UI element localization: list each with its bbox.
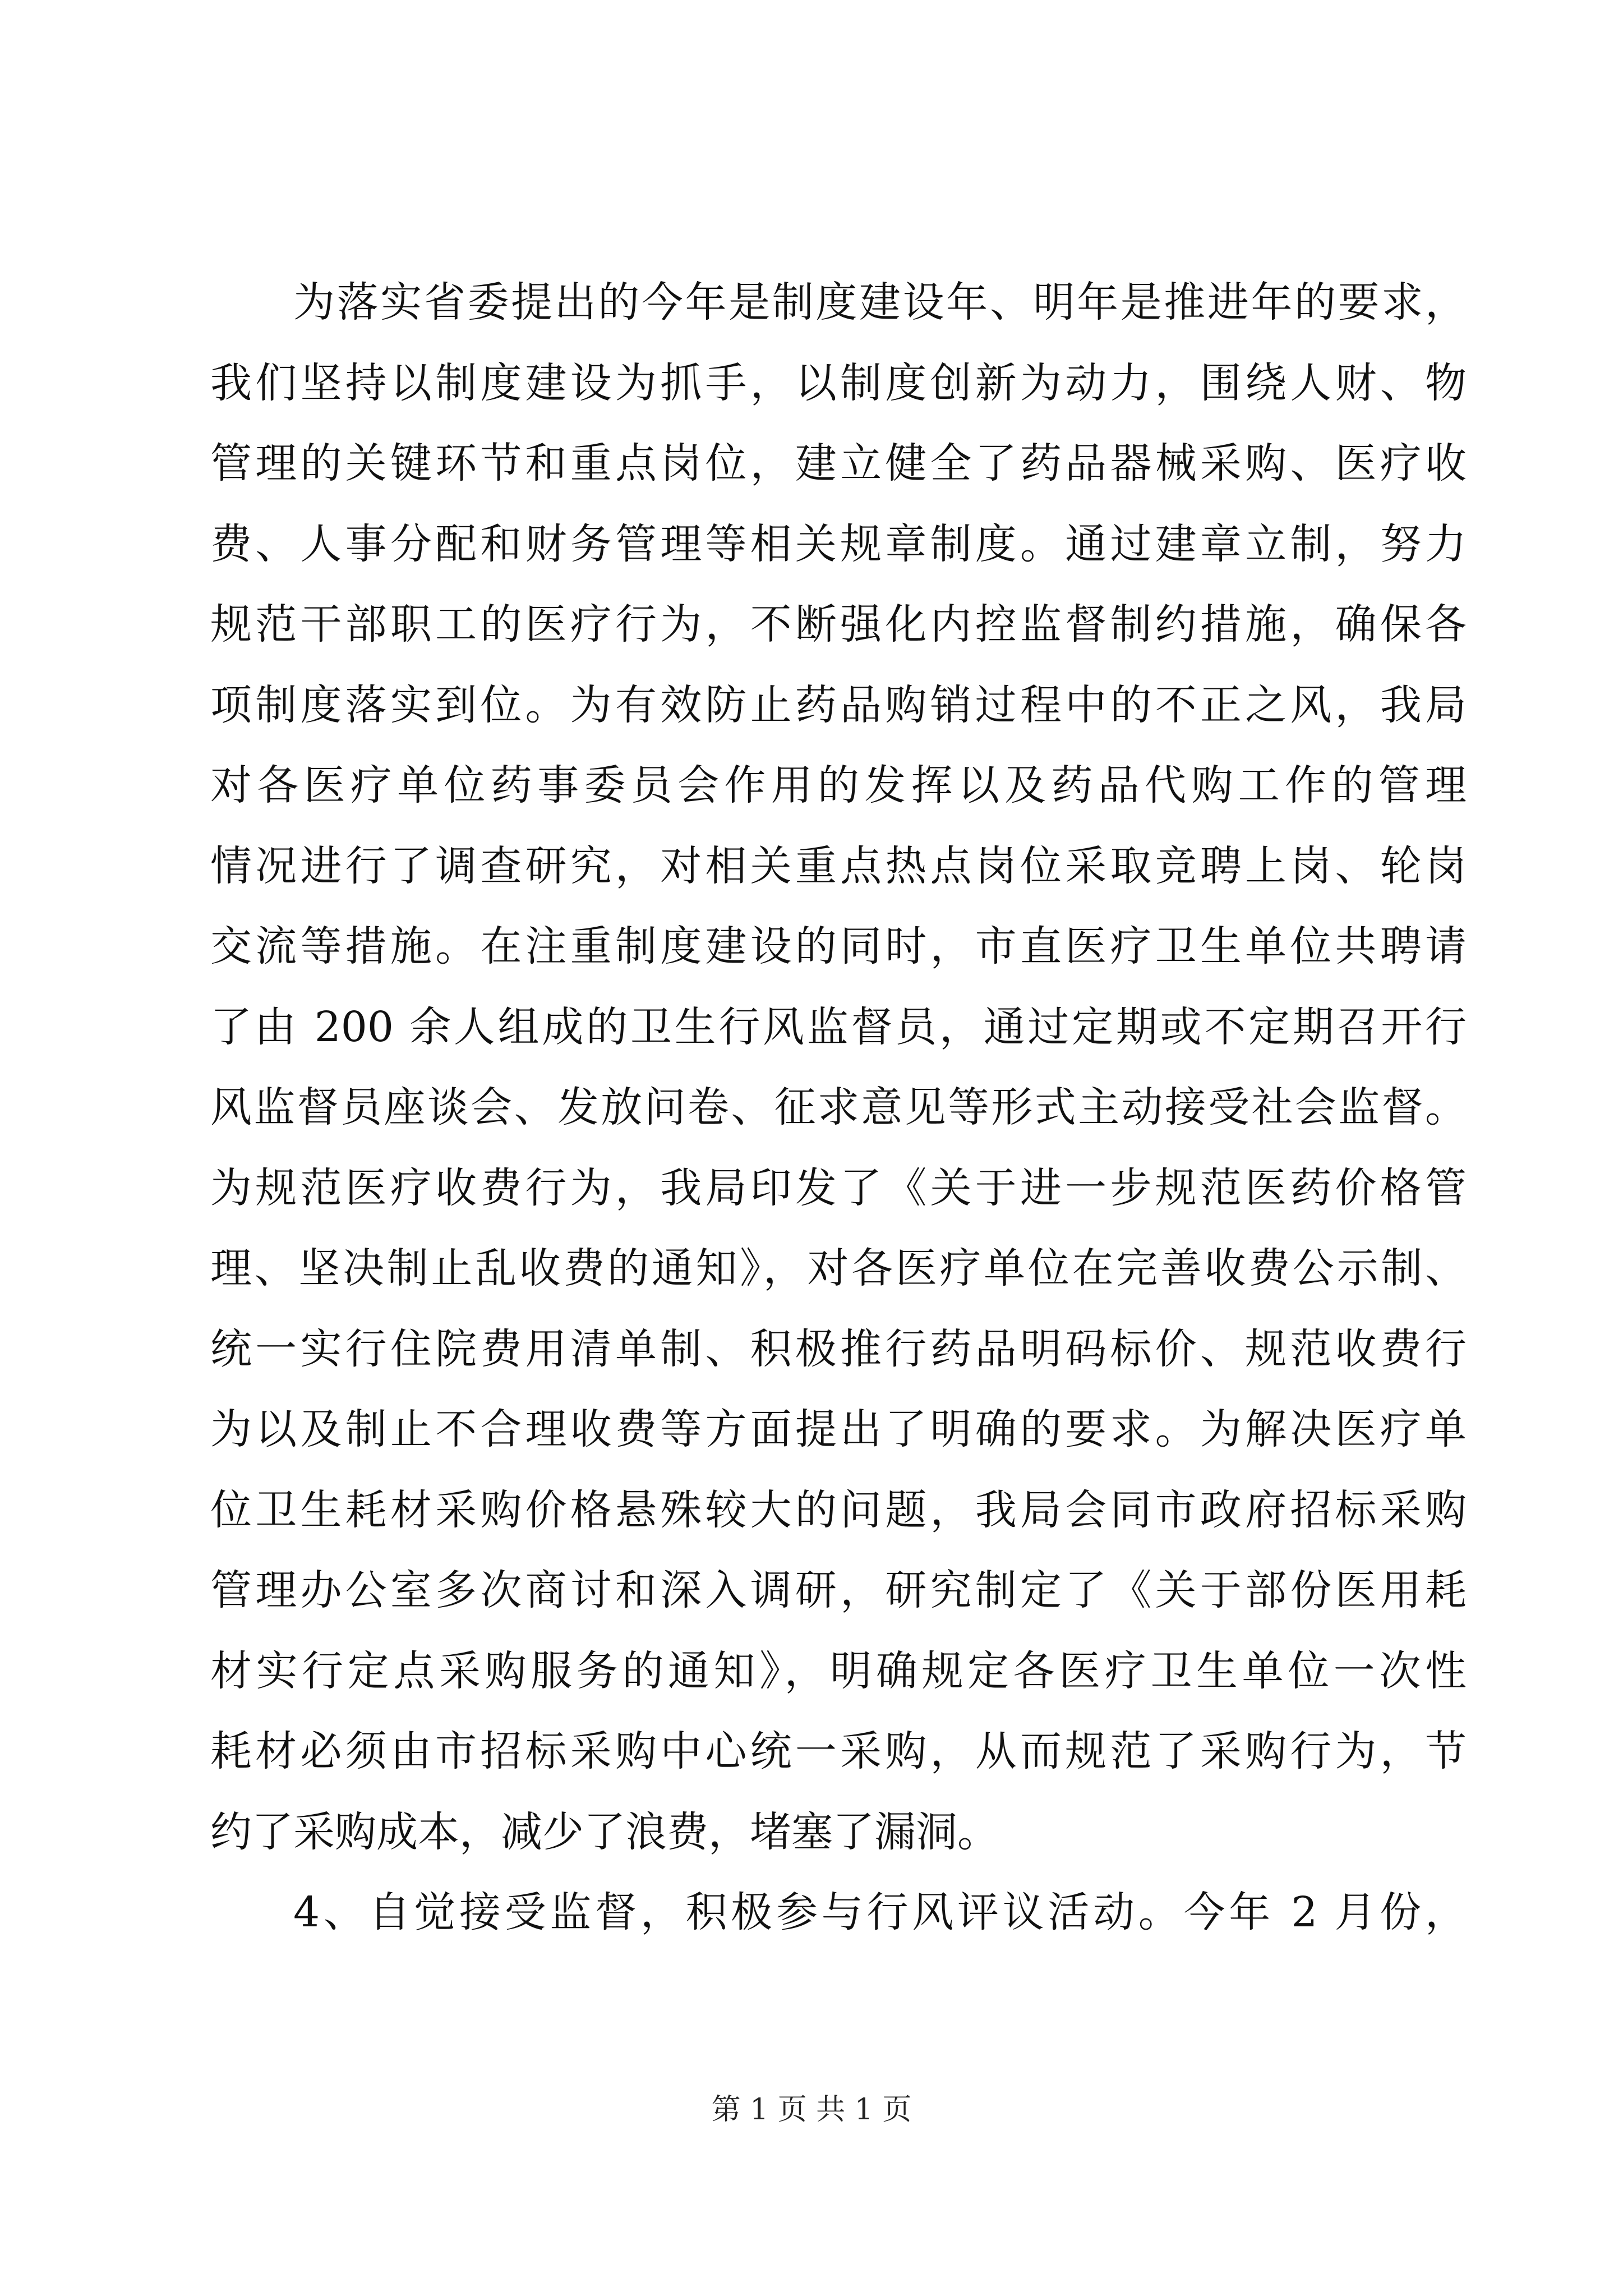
text-line: 理、坚决制止乱收费的通知》，对各医疗单位在完善收费公示制、 [210, 1244, 1467, 1292]
text-line: 交流等措施。在注重制度建设的同时，市直医疗卫生单位共聘请 [210, 922, 1467, 970]
text-line: 4、自觉接受监督，积极参与行风评议活动。今年 2 月份， [293, 1888, 1467, 1936]
text-line: 我们坚持以制度建设为抓手，以制度创新为动力，围绕人财、物 [210, 358, 1467, 407]
text-line: 为规范医疗收费行为，我局印发了《关于进一步规范医药价格管 [210, 1163, 1467, 1212]
text-line: 统一实行住院费用清单制、积极推行药品明码标价、规范收费行 [210, 1324, 1467, 1373]
page-footer [0, 2090, 1623, 2129]
text-line: 规范干部职工的医疗行为，不断强化内控监督制约措施，确保各 [210, 600, 1467, 648]
text-line: 位卫生耗材采购价格悬殊较大的问题，我局会同市政府招标采购 [210, 1485, 1467, 1534]
text-line: 情况进行了调查研究，对相关重点热点岗位采取竞聘上岗、轮岗 [210, 841, 1467, 890]
text-line: 耗材必须由市招标采购中心统一采购，从而规范了采购行为，节 [210, 1727, 1467, 1775]
text-line: 材实行定点采购服务的通知》，明确规定各医疗卫生单位一次性 [210, 1646, 1467, 1695]
text-line: 约了采购成本，减少了浪费，堵塞了漏洞。 [210, 1807, 999, 1856]
text-line: 管理办公室多次商讨和深入调研，研究制定了《关于部份医用耗 [210, 1566, 1467, 1614]
text-line: 为落实省委提出的今年是制度建设年、明年是推进年的要求， [293, 278, 1467, 326]
text-line: 费、人事分配和财务管理等相关规章制度。通过建章立制，努力 [210, 519, 1467, 568]
text-line: 了由 200 余人组成的卫生行风监督员，通过定期或不定期召开行 [210, 1002, 1467, 1051]
text-line: 管理的关键环节和重点岗位，建立健全了药品器械采购、医疗收 [210, 439, 1467, 487]
text-line: 项制度落实到位。为有效防止药品购销过程中的不正之风，我局 [210, 680, 1467, 729]
text-line: 对各医疗单位药事委员会作用的发挥以及药品代购工作的管理 [210, 761, 1467, 809]
text-line: 为以及制止不合理收费等方面提出了明确的要求。为解决医疗单 [210, 1405, 1467, 1453]
document-body [210, 263, 1467, 1953]
text-line: 风监督员座谈会、发放问卷、征求意见等形式主动接受社会监督。 [210, 1083, 1467, 1131]
page-number: 第 1 页 共 1 页 [711, 2093, 912, 2127]
paragraph [210, 1872, 1467, 1953]
paragraph [210, 263, 1467, 1872]
